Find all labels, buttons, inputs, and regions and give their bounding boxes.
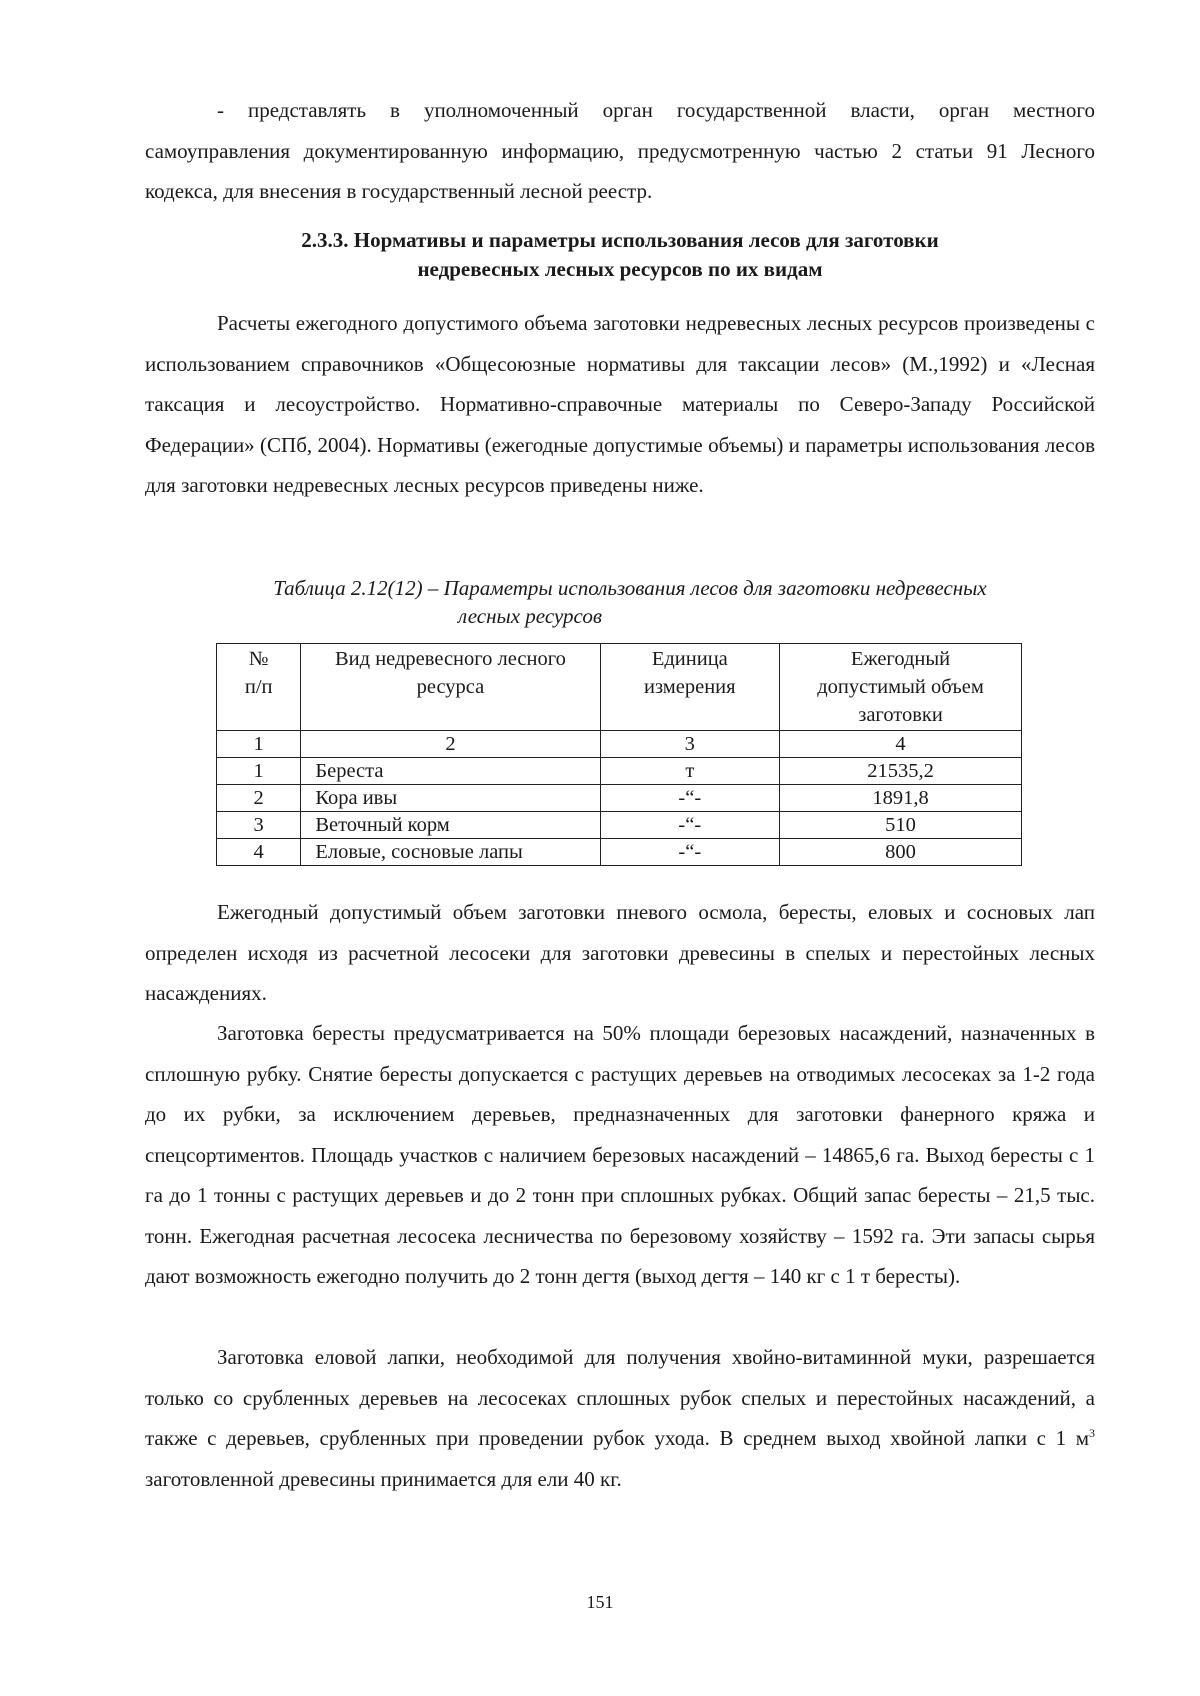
resource-name: Береста [301, 758, 600, 785]
unit-cell: -“- [600, 812, 780, 839]
numbering-cell: 3 [600, 731, 780, 758]
table-caption-line-1: Таблица 2.12(12) – Параметры использования лесов для заготовки недревесных [273, 576, 987, 600]
section-heading-line-2: недревесных лесных ресурсов по их видам [417, 257, 823, 281]
section-heading [145, 226, 1095, 284]
section-heading-line-1: 2.3.3. Нормативы и параметры использования лесов для заготовки [301, 228, 939, 252]
unit-cell: -“- [600, 839, 780, 866]
row-number: 3 [217, 812, 301, 839]
unit-cell: т [600, 758, 780, 785]
numbering-cell: 2 [301, 731, 600, 758]
header-number-text: № п/п [244, 648, 273, 698]
header-resource-type-text: Вид недревесного лесного ресурса [335, 648, 566, 698]
page-number: 151 [586, 1592, 614, 1612]
table-row [217, 812, 1022, 839]
paragraph-calculations: Расчеты ежегодного допустимого объема заготовки недревесных лесных ресурсов произведены с использованием справочников «Общесоюзные нормативы для таксации лесов» (М.,1992) и «Лесная таксация и лесоустройство. Нормативно-справочные материалы по Северо-Западу Российской Федерации» (СПб, 2004). Нормативы (ежегодные допустимые объемы) и параметры использования лесов для заготовки недревесных лесных ресурсов приведены ниже. [145, 311, 1095, 497]
header-unit-text: Единица измерения [644, 648, 736, 698]
table-row [217, 839, 1022, 866]
row-number: 4 [217, 839, 301, 866]
table-numbering-row [217, 731, 1022, 758]
header-annual-volume-text: Ежегодный допустимый объем заготовки [817, 648, 984, 726]
table-row [217, 758, 1022, 785]
volume-cell: 1891,8 [780, 785, 1022, 812]
header-resource-type [301, 644, 600, 731]
volume-cell: 800 [780, 839, 1022, 866]
numbering-cell: 1 [217, 731, 301, 758]
paragraph-reporting: - представлять в уполномоченный орган государственной власти, орган местного самоуправления документированную информацию, предусмотренную частью 2 статьи 91 Лесного кодекса, для внесения в государственный лесной реестр. [145, 98, 1095, 203]
volume-cell: 21535,2 [780, 758, 1022, 785]
resource-name: Еловые, сосновые лапы [301, 839, 600, 866]
table-row [217, 785, 1022, 812]
paragraph-spruce-text-2: заготовленной древесины принимается для ели 40 кг. [145, 1466, 622, 1491]
row-number: 2 [217, 785, 301, 812]
resource-name: Веточный корм [301, 812, 600, 839]
volume-cell: 510 [780, 812, 1022, 839]
table-caption-line-2: лесных ресурсов [458, 604, 602, 628]
table-header-row [217, 644, 1022, 731]
row-number: 1 [217, 758, 301, 785]
header-annual-volume [780, 644, 1022, 731]
unit-cell: -“- [600, 785, 780, 812]
cubic-superscript: 3 [1089, 1426, 1095, 1440]
paragraph-spruce-branches [145, 1337, 1095, 1499]
paragraph-annual-volume: Ежегодный допустимый объем заготовки пневого осмола, бересты, еловых и сосновых лап определен исходя из расчетной лесосеки для заготовки древесины в спелых и перестойных лесных насаждениях. [145, 900, 1095, 1005]
table-caption [200, 574, 1060, 630]
numbering-cell: 4 [780, 731, 1022, 758]
resources-table [216, 643, 1022, 866]
paragraph-spruce-text-1: Заготовка еловой лапки, необходимой для получения хвойно-витаминной муки, разрешается только со срубленных деревьев на лесосеках сплошных рубок спелых и перестойных насаждений, а также с деревьев, срубленных при проведении рубок ухода. В среднем выход хвойной лапки с 1 м [145, 1345, 1095, 1450]
paragraph-birch-bark: Заготовка бересты предусматривается на 50% площади березовых насаждений, назначенных в сплошную рубку. Снятие бересты допускается с растущих деревьев на отводимых лесосеках за 1-2 года до их рубки, за исключением деревьев, предназначенных для заготовки фанерного кряжа и спецсортиментов. Площадь участков с наличием березовых насаждений – 14865,6 га. Выход бересты с 1 га до 1 тонны с растущих деревьев и до 2 тонн при сплошных рубках. Общий запас бересты – 21,5 тыс. тонн. Ежегодная расчетная лесосека лесничества по березовому хозяйству – 1592 га. Эти запасы сырья дают возможность ежегодно получить до 2 тонн дегтя (выход дегтя – 140 кг с 1 т бересты). [145, 1021, 1095, 1288]
header-unit [600, 644, 780, 731]
resource-name: Кора ивы [301, 785, 600, 812]
header-number [217, 644, 301, 731]
